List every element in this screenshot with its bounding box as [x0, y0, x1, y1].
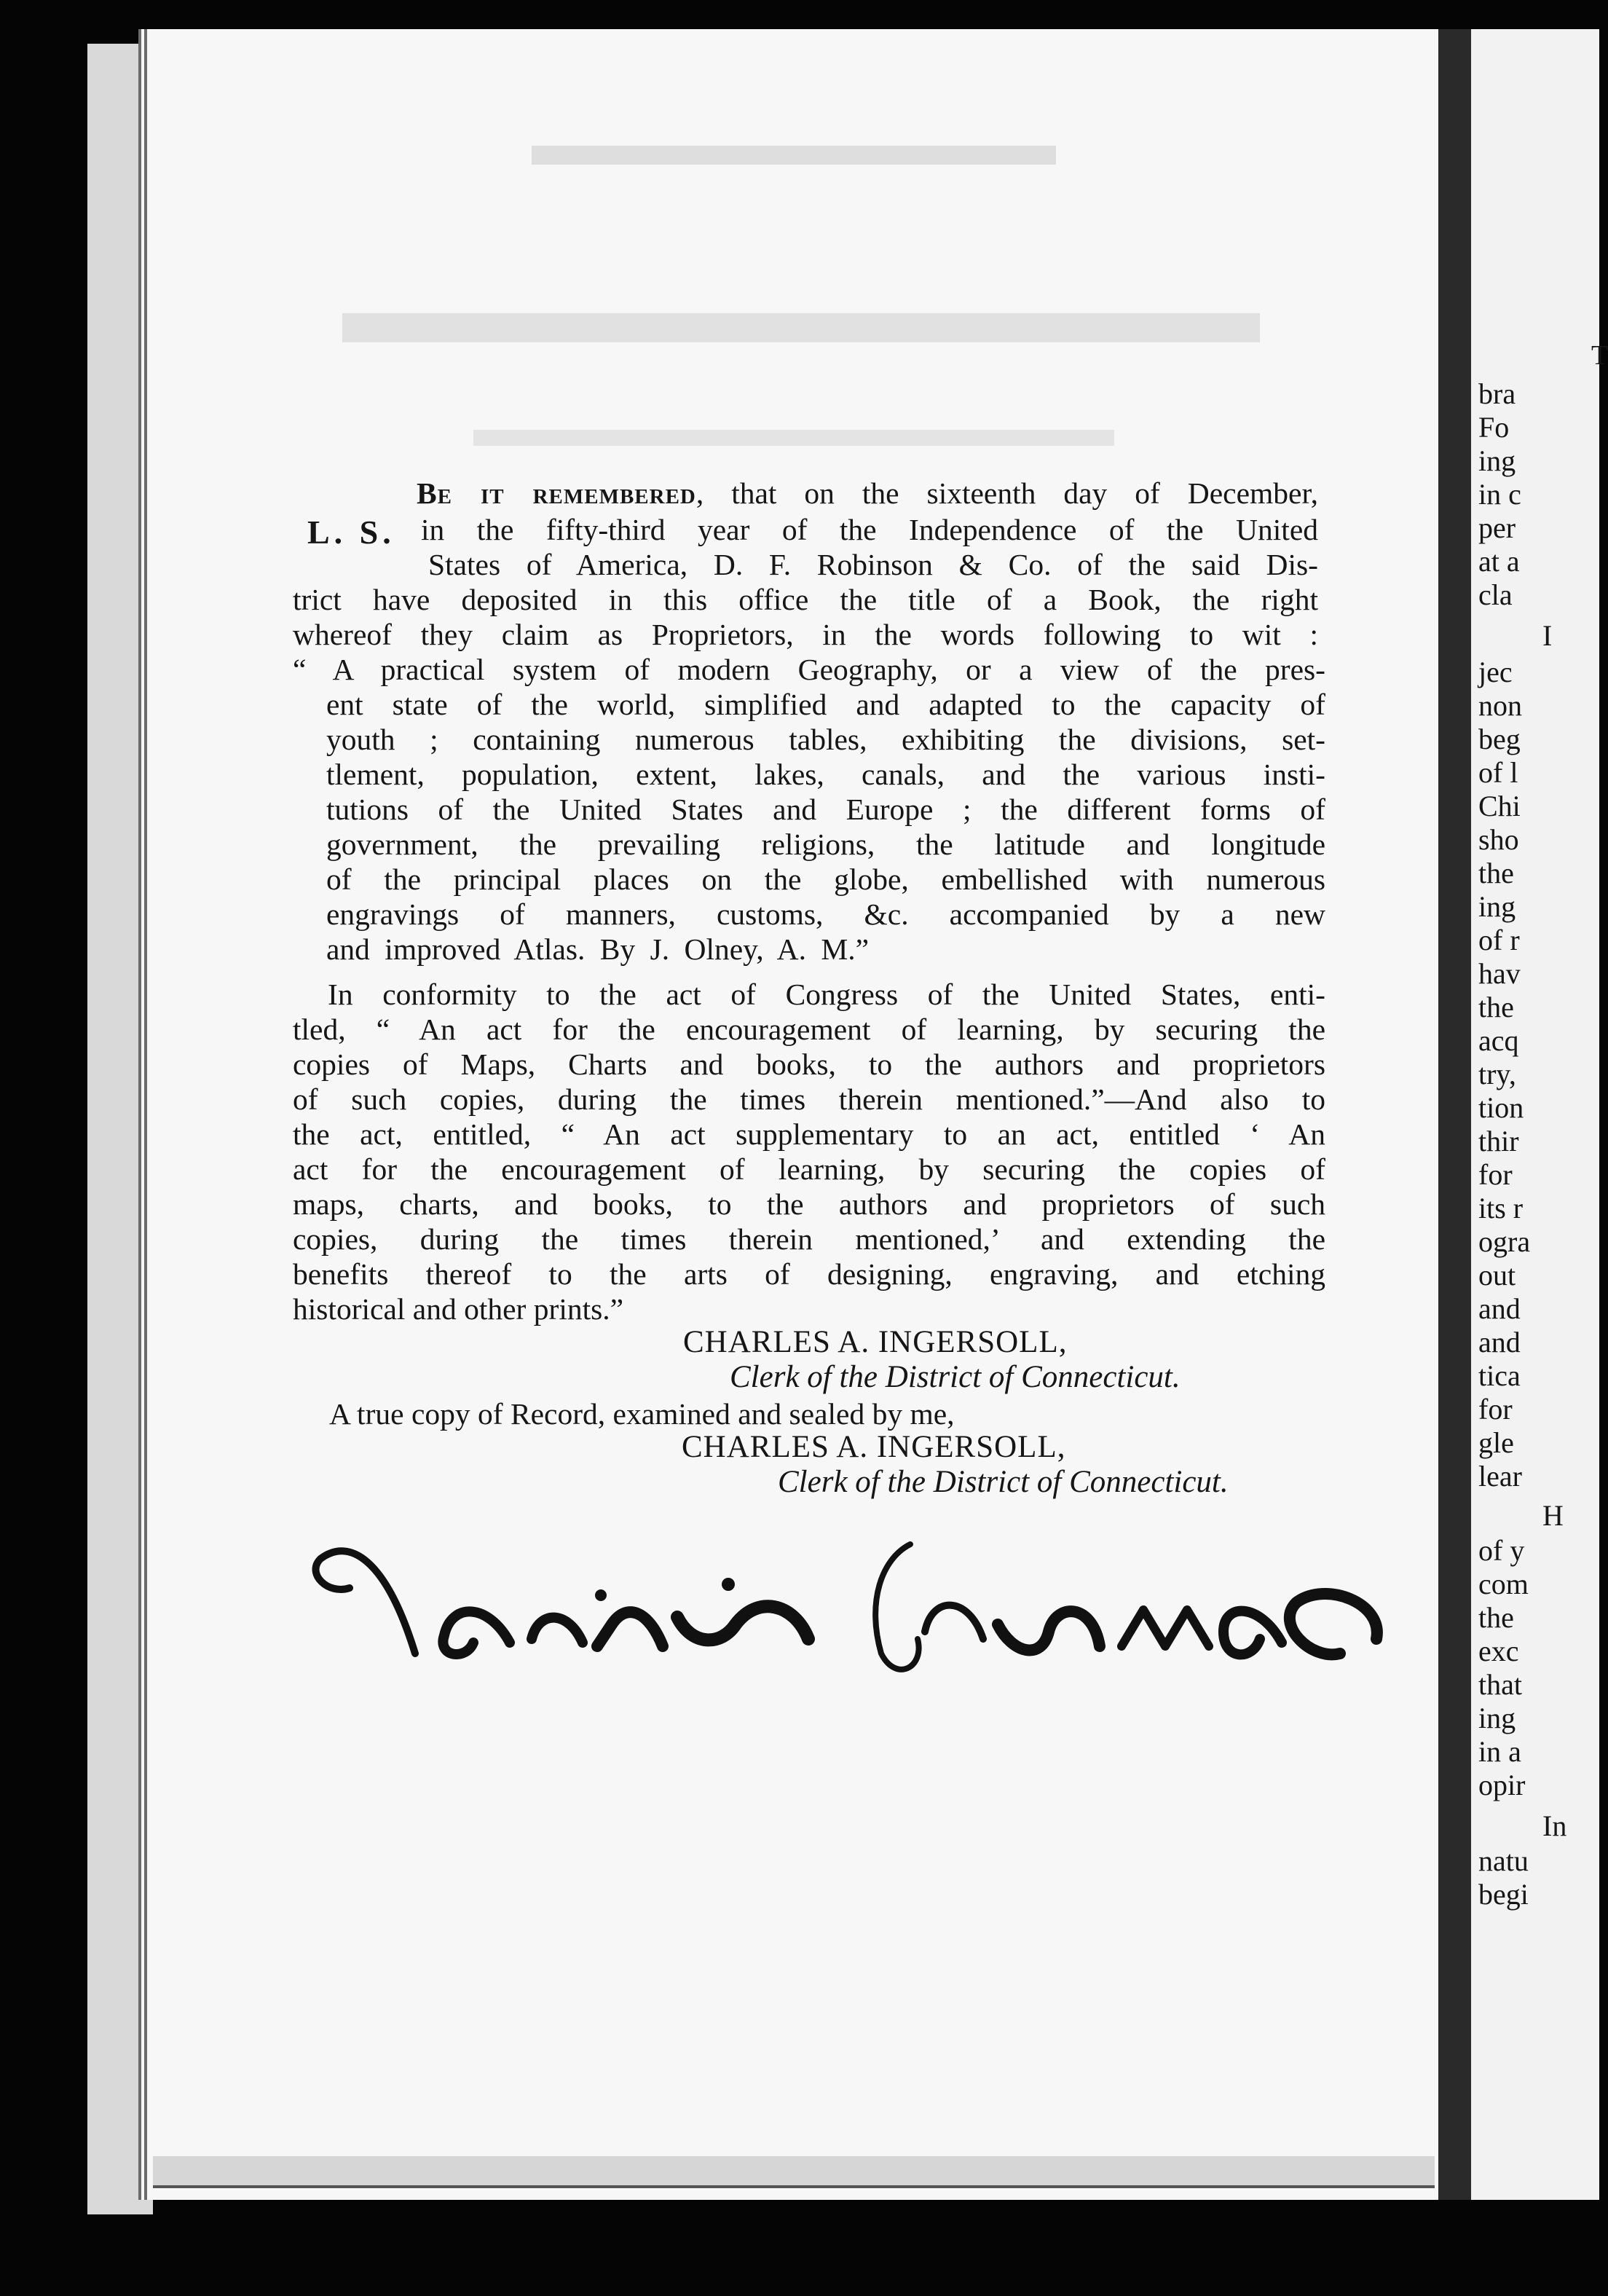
- text-line: that: [1478, 1668, 1522, 1701]
- text-line: In: [1542, 1809, 1567, 1842]
- text-line: natu: [1478, 1844, 1529, 1877]
- text-line: lear: [1478, 1460, 1522, 1493]
- text-line: T: [1591, 340, 1608, 371]
- text-line: whereof they claim as Proprietors, in the words following to wit :: [293, 618, 1318, 651]
- text-line: maps, charts, and books, to the authors and proprietors of such: [293, 1187, 1325, 1221]
- copyright-line-1: [417, 476, 1318, 511]
- text-line: in c: [1478, 478, 1521, 511]
- text-line: act for the encouragement of learning, by securing the copies of: [293, 1152, 1325, 1186]
- text-line: H: [1542, 1499, 1564, 1532]
- text-line: begi: [1478, 1878, 1529, 1911]
- book-gutter: [1438, 29, 1471, 2200]
- clerk-title-1: Clerk of the District of Connecticut.: [730, 1360, 1181, 1394]
- text-line: “ A practical system of modern Geography, or a view of the pres-: [293, 653, 1325, 686]
- text-line: exc: [1478, 1635, 1519, 1667]
- text-line: the: [1478, 857, 1514, 889]
- text-line: of r: [1478, 924, 1520, 956]
- clerk-title-2: Clerk of the District of Connecticut.: [778, 1465, 1229, 1499]
- text-line: Chi: [1478, 790, 1521, 822]
- opening-rest: , that on the sixteenth day of December,: [695, 476, 1318, 510]
- text-line: tled, “ An act for the encouragement of learning, by securing the: [293, 1013, 1325, 1046]
- text-line: its r: [1478, 1192, 1524, 1224]
- opening-smallcaps: Be it remembered: [417, 476, 696, 510]
- text-line: in a: [1478, 1735, 1521, 1768]
- text-line: ent state of the world, simplified and adapted to the capacity of: [326, 688, 1325, 721]
- text-line: tutions of the United States and Europe ; the different forms of: [326, 793, 1325, 826]
- text-line: ing: [1478, 1702, 1516, 1734]
- text-line: per: [1478, 511, 1516, 544]
- text-line: tion: [1478, 1091, 1524, 1124]
- text-line: of y: [1478, 1534, 1525, 1567]
- copyright-line-3: States of America, D. F. Robinson & Co. of the said Dis-: [428, 548, 1318, 581]
- text-line: tica: [1478, 1359, 1521, 1392]
- text-line: acq: [1478, 1024, 1519, 1057]
- text-line: sho: [1478, 823, 1519, 856]
- text-line: cla: [1478, 578, 1513, 611]
- text-line: historical and other prints.”: [293, 1292, 624, 1326]
- text-line: at a: [1478, 545, 1520, 578]
- text-line: the: [1478, 1601, 1514, 1634]
- text-line: jec: [1478, 656, 1513, 688]
- text-line: beg: [1478, 723, 1521, 755]
- text-line: youth ; containing numerous tables, exhibiting the divisions, set-: [326, 723, 1325, 756]
- text-line: non: [1478, 689, 1522, 722]
- text-line: In conformity to the act of Congress of the United States, enti-: [328, 978, 1325, 1011]
- text-line: trict have deposited in this office the title of a Book, the right: [293, 583, 1318, 616]
- text-line: com: [1478, 1568, 1529, 1600]
- text-line: and: [1478, 1326, 1521, 1359]
- clerk-name-1: CHARLES A. INGERSOLL,: [683, 1325, 1068, 1359]
- text-line: for: [1478, 1158, 1513, 1191]
- seal-mark: L. S.: [307, 514, 395, 551]
- text-line: thir: [1478, 1125, 1519, 1157]
- text-line: copies of Maps, Charts and books, to the authors and proprietors: [293, 1047, 1325, 1081]
- copyright-line-2: in the fifty-third year of the Independence of the United: [421, 513, 1318, 546]
- text-line: gle: [1478, 1426, 1514, 1459]
- clerk-name-2: CHARLES A. INGERSOLL,: [682, 1430, 1066, 1464]
- text-line: ing: [1478, 444, 1516, 477]
- text-line: of l: [1478, 756, 1518, 789]
- true-copy-line: A true copy of Record, examined and sealed by me,: [329, 1397, 955, 1431]
- text-line: of the principal places on the globe, embellished with numerous: [326, 862, 1325, 896]
- bleed-through-shadow: [255, 131, 1347, 495]
- text-line: government, the prevailing religions, the latitude and longitude: [326, 827, 1325, 861]
- handwritten-signature-bleed: [284, 1515, 1406, 1705]
- text-line: out: [1478, 1259, 1516, 1292]
- text-line: ogra: [1478, 1225, 1531, 1258]
- text-line: try,: [1478, 1058, 1516, 1090]
- text-line: for: [1478, 1393, 1513, 1426]
- text-line: the: [1478, 991, 1514, 1023]
- text-line: benefits thereof to the arts of designing, engraving, and etching: [293, 1257, 1325, 1291]
- text-line: Fo: [1478, 411, 1510, 444]
- text-line: of such copies, during the times therein mentioned.”—And also to: [293, 1082, 1325, 1116]
- text-line: the act, entitled, “ An act supplementary to an act, entitled ‘ An: [293, 1117, 1325, 1151]
- text-line: bra: [1478, 377, 1516, 410]
- text-line: I: [1542, 619, 1553, 652]
- text-line: opir: [1478, 1769, 1526, 1801]
- page-bottom-edge: [153, 2156, 1435, 2188]
- text-line: and improved Atlas. By J. Olney, A. M.”: [326, 932, 870, 966]
- text-line: ing: [1478, 890, 1516, 923]
- text-line: and: [1478, 1292, 1521, 1325]
- text-line: hav: [1478, 957, 1521, 990]
- text-line: copies, during the times therein mentioned,’ and extending the: [293, 1222, 1325, 1256]
- text-line: tlement, population, extent, lakes, canals, and the various insti-: [326, 758, 1325, 791]
- text-line: engravings of manners, customs, &c. accompanied by a new: [326, 897, 1325, 931]
